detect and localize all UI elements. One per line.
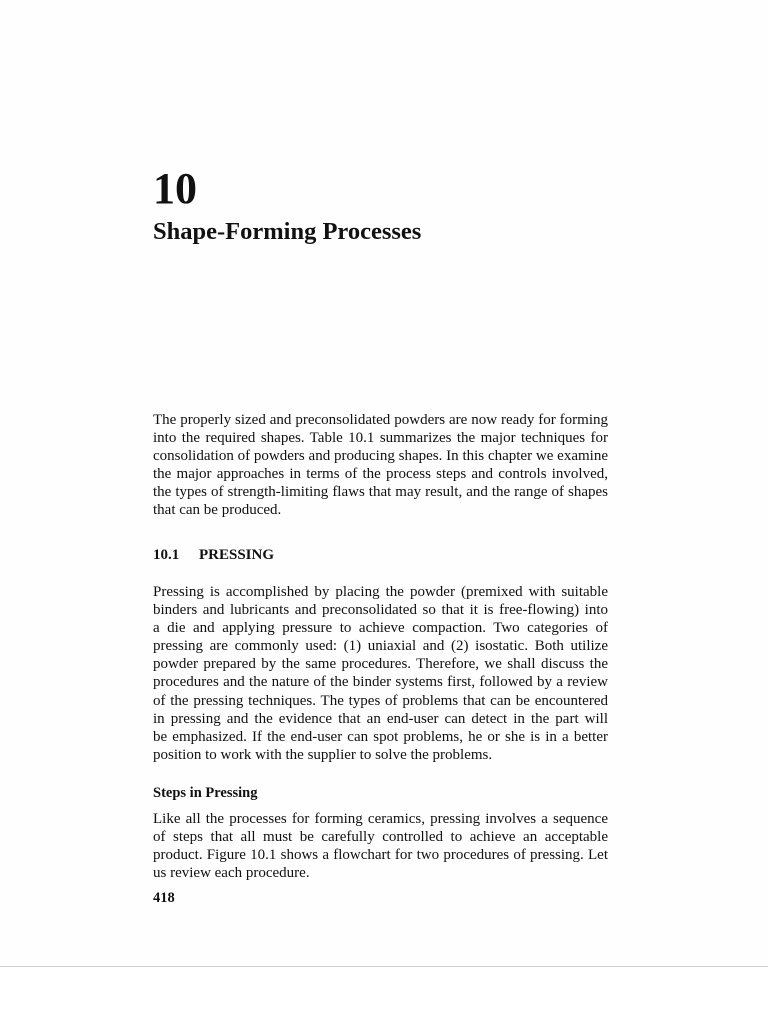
subsection-heading: Steps in Pressing bbox=[153, 785, 258, 801]
page-bottom-edge bbox=[0, 966, 768, 967]
paragraph-line: procedures and the nature of the binder systems first, followed by a review bbox=[153, 674, 608, 691]
paragraph-line: powder prepared by the same procedures. Therefore, we shall discuss the bbox=[153, 656, 608, 673]
paragraph-line: The properly sized and preconsolidated powders are now ready for forming bbox=[153, 412, 608, 428]
paragraph-line: pressing are commonly used: (1) uniaxial and (2) isostatic. Both utilize bbox=[153, 638, 608, 655]
paragraph-line: into the required shapes. Table 10.1 summarizes the major techniques for bbox=[153, 430, 608, 447]
paragraph-line: of the pressing techniques. The types of problems that can be encountered bbox=[153, 692, 608, 709]
intro-paragraph bbox=[153, 411, 608, 520]
paragraph-line: be emphasized. If the end-user can spot problems, he or she is in a better bbox=[153, 728, 608, 745]
paragraph-line: of steps that all must be carefully controlled to achieve an acceptable bbox=[153, 829, 608, 846]
section-heading bbox=[153, 545, 274, 565]
paragraph-line: Pressing is accomplished by placing the powder (premixed with suitable bbox=[153, 584, 608, 600]
paragraph-line: the types of strength-limiting flaws that may result, and the range of shapes bbox=[153, 484, 608, 501]
paragraph-line: that can be produced. bbox=[153, 502, 282, 519]
page-number: 418 bbox=[153, 890, 175, 906]
pressing-paragraph bbox=[153, 583, 608, 764]
paragraph-line: us review each procedure. bbox=[153, 865, 310, 882]
steps-paragraph bbox=[153, 810, 608, 882]
paragraph-line: product. Figure 10.1 shows a flowchart for two procedures of pressing. Let bbox=[153, 847, 608, 864]
paragraph-line: binders and lubricants and preconsolidated so that it is free-flowing) into bbox=[153, 602, 608, 619]
paragraph-line: in pressing and the evidence that an end-user can detect in the part will bbox=[153, 710, 608, 727]
paragraph-line: the major approaches in terms of the process steps and controls involved, bbox=[153, 466, 608, 483]
paragraph-line: consolidation of powders and producing shapes. In this chapter we examine bbox=[153, 448, 608, 465]
section-title: PRESSING bbox=[199, 547, 275, 563]
chapter-title: Shape-Forming Processes bbox=[153, 218, 422, 245]
section-number: 10.1 bbox=[153, 547, 180, 563]
paragraph-line: a die and applying pressure to achieve compaction. Two categories of bbox=[153, 620, 608, 637]
paragraph-line: Like all the processes for forming ceramics, pressing involves a sequence bbox=[153, 811, 608, 827]
chapter-number: 10 bbox=[153, 164, 197, 213]
paragraph-line: position to work with the supplier to solve the problems. bbox=[153, 746, 493, 763]
